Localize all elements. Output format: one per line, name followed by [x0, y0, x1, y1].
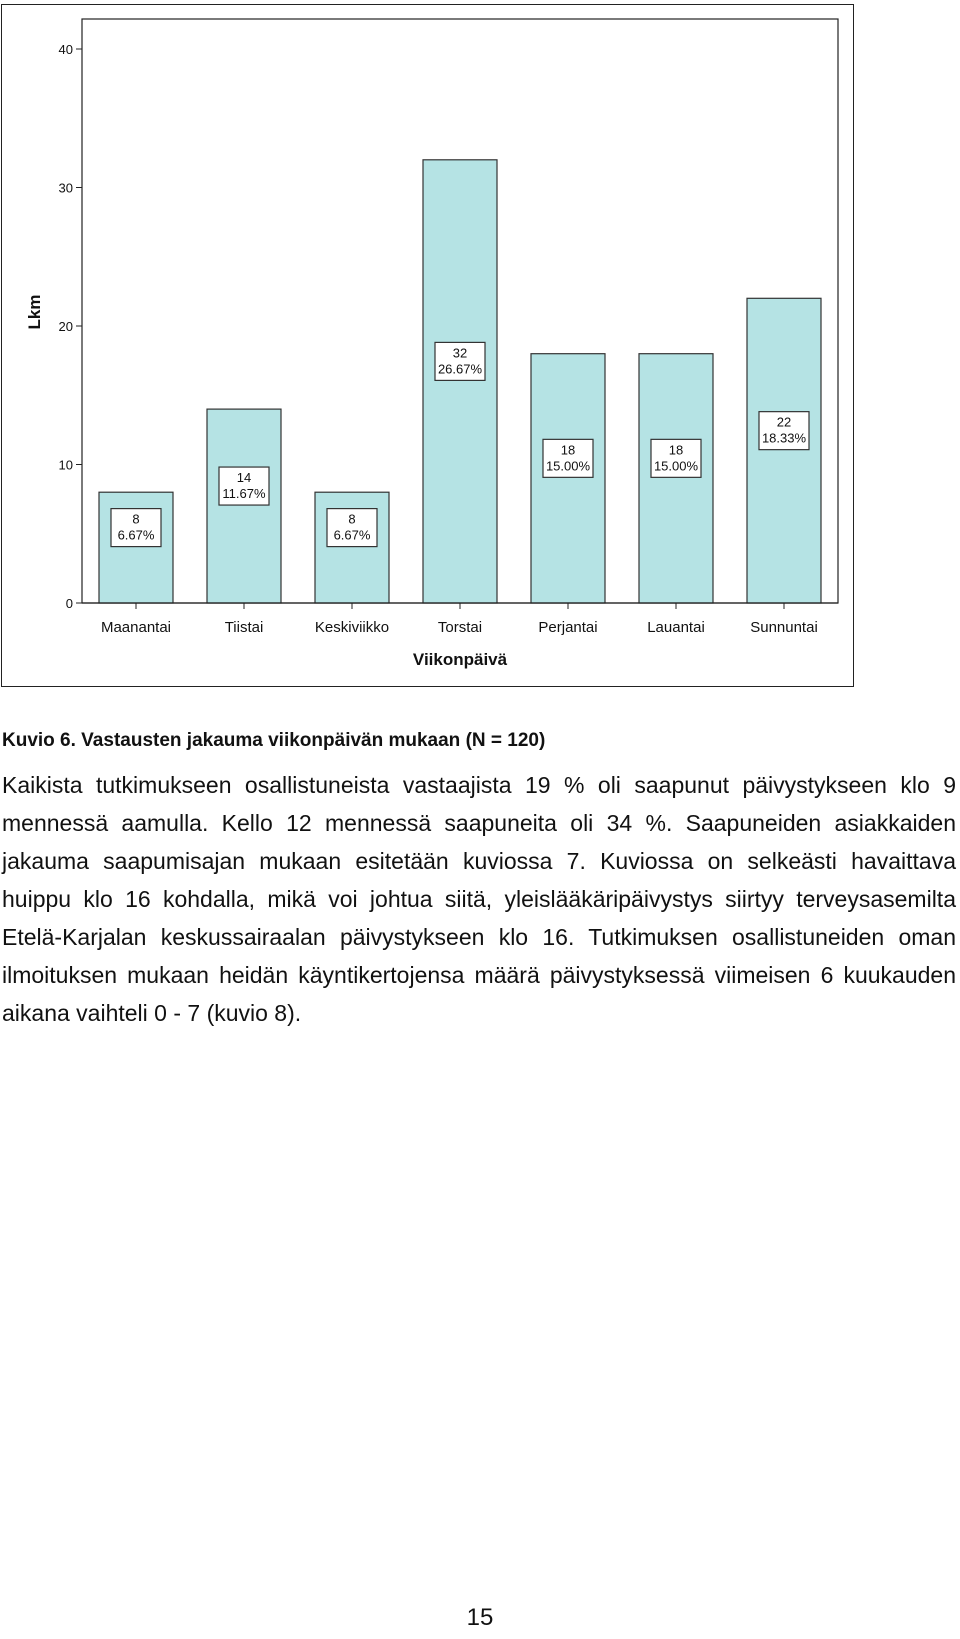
y-tick-label: 10	[58, 457, 73, 473]
data-label-percent: 11.67%	[222, 486, 266, 502]
data-label-count: 18	[560, 442, 576, 458]
data-label-count: 18	[668, 442, 684, 458]
y-tick-label: 30	[58, 180, 73, 196]
x-tick-label: Tiistai	[224, 619, 264, 636]
data-label-count: 8	[132, 511, 140, 527]
y-tick-label: 20	[58, 319, 73, 334]
x-axis-label: Viikonpäivä	[412, 650, 508, 669]
data-label-count: 22	[776, 414, 792, 430]
paragraph-text: Kaikista tutkimukseen osallistuneista vastaajista 19 % oli saapunut päivystykseen klo 9 mennessä aamulla. Kello 12 mennessä saapuneita oli 34 %. Saapuneiden asiakkaiden jakauma saapumisajan mukaan esitetään kuviossa 7. Kuviossa on selkeästi havaittava huippu klo 16 kohdalla, mikä voi johtua siitä, yleislääkäripäivystys siirtyy terveysasemilta Etelä-Karjalan keskussairaalan päivystykseen klo 16. Tutkimuksen osallistuneiden oman ilmoituksen mukaan heidän käyntikertojensa määrä päivystyksessä viimeisen 6 kuukauden aikana vaihteli 0 - 7 (kuvio 8).	[2, 772, 956, 1026]
data-label-count: 32	[452, 345, 468, 361]
y-axis-label: Lkm	[25, 294, 44, 330]
data-label-percent: 18.33%	[761, 430, 807, 446]
x-tick-label: Sunnuntai	[750, 619, 818, 636]
bar	[747, 298, 821, 603]
bar-chart-frame	[1, 4, 854, 687]
bar-chart	[2, 5, 855, 688]
figure-caption: Kuvio 6. Vastausten jakauma viikonpäivän mukaan (N = 120)	[2, 730, 546, 751]
y-tick-label: 0	[65, 596, 73, 611]
y-tick-label: 40	[58, 42, 73, 57]
data-label-percent: 6.67%	[117, 527, 155, 543]
bar	[207, 409, 281, 603]
data-label-percent: 15.00%	[545, 458, 591, 474]
page-number: 15	[466, 1604, 494, 1631]
bar	[423, 160, 497, 603]
body-paragraph	[2, 766, 956, 1032]
bar	[531, 354, 605, 603]
x-tick-label: Lauantai	[647, 619, 705, 636]
x-tick-label: Perjantai	[538, 619, 598, 636]
data-label-count: 14	[236, 470, 252, 486]
data-label-percent: 26.67%	[437, 361, 483, 377]
x-tick-label: Keskiviikko	[314, 619, 390, 636]
data-label-percent: 6.67%	[333, 527, 371, 543]
bar	[639, 354, 713, 603]
data-label-count: 8	[348, 511, 356, 527]
data-label-percent: 15.00%	[653, 458, 699, 474]
x-tick-label: Maanantai	[100, 619, 172, 636]
x-tick-label: Torstai	[437, 619, 483, 636]
